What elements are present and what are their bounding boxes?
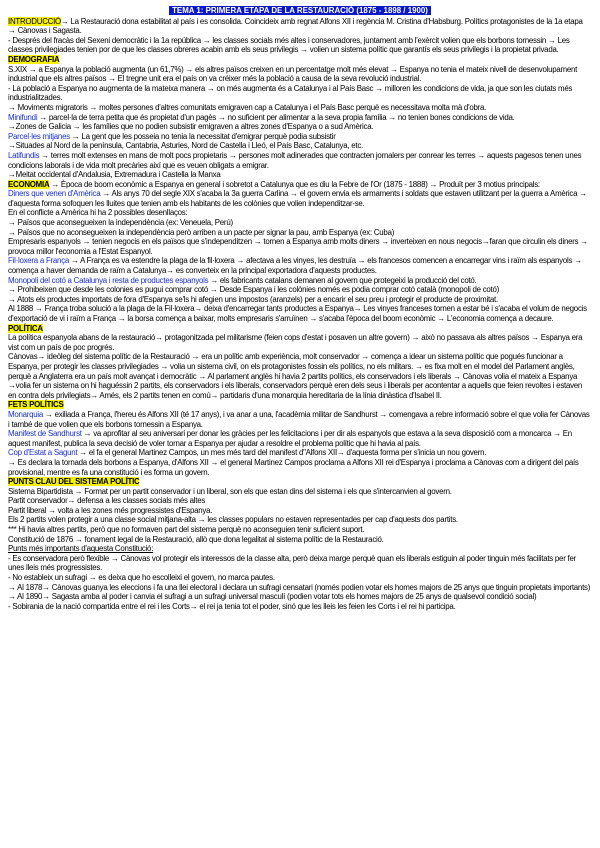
minifundi-paragraph — [8, 113, 592, 123]
manifest-paragraph — [8, 429, 592, 448]
punts-paragraph-9: - No estableix un sufragi → es deixa que ho escolleixi el govern, no marca pautes. — [8, 573, 275, 583]
punts-paragraph-4: Els 2 partits volen protegir a una classe social mitjana-alta → les classes populars no estaven representades per cap d'aquests dos partits. — [8, 515, 458, 525]
cop-paragraph — [8, 448, 592, 458]
filoxera-label: Fil·loxera a França — [8, 256, 70, 266]
eco-paragraph-4: → Països que no aconsegueixen la independència però arriben a un pacte per signar la pau, amb Espanya (ex: Cuba) — [8, 227, 395, 237]
monarquia-paragraph — [8, 410, 592, 429]
economia-heading: ECONOMIA — [8, 179, 50, 189]
cop-paragraph-2: → Es declara la tornada dels borbons a Espanya, d'Alfons XII → el general Martinez Campos proclama a Alfons XII rei d'Espanya i proclama a Cànovas com a dirigent del país provisional, mentre es fa una constitució i es forma un govern. — [8, 457, 579, 477]
filoxera-text: → A França es va estendre la plaga de la fil·loxera → afectava a les vinyes, les destruïa → els francesos comencen a encarregar vins i raïm als espanyols → comença a haver demanda de raïm a Catalunya→ es converteix en la principal exportadora d'aquests productes. — [8, 256, 582, 276]
monarquia-text: → exiliada a França, l'hereu és Alfons XII (té 17 anys), i va anar a una, l'acadèmia militar de Sandhurst → comengava a rebre informació sobre el que volia fer Cànovas i també de que volien que els borbons tornessin a Espanya. — [8, 409, 590, 429]
manifest-text: → va aprofitar al seu aniversari per donar les gràcies per les felicitacions i per dir als espanyols que estava a la seva disposició com a moncarca → En aquest manifest, publica la seva decisió de voler tornar a Espanya per ajudar a resoldre el problema polític que hi havia al país. — [8, 429, 572, 448]
punts-paragraph-1: Sistema Bipartidista → Format per un partit conservador i un liberal, son els que estan dins del sistema i els que s'intercanvien al govern. — [8, 486, 452, 496]
cop-label: Cop d'Estat a Sagunt — [8, 448, 78, 458]
latifundis-paragraph-2: →Meitat occidental d'Andalusia, Extremadura i Castella la Manxa — [8, 170, 221, 180]
minifundi-text: → parcel·la de terra petita que és propietat d'un pagès → no suficient per alimentar a la seva propia família → no tenien bones condicions de vida. — [37, 112, 515, 122]
demografia-heading: DEMOGRAFIA — [8, 54, 60, 64]
parceles-paragraph-2: →Situades al Nord de la península, Cantabria, Asturies, Nord de Castella i Lleó, el País Basc, Catalunya, etc. — [8, 141, 363, 151]
politica-paragraph-2: Cànovas→ ideòleg del sistema polític de la Restauració → era un polític amb experiència, molt conservador → comença a idear un sistema polític que pogués funcionar a Espanya, per protegir les classes privilegiades → volia un sistema civil, on els protagonistes fossin els polítics, no els militars. → es fixa molt en el model del Parlament anglès, perquè a Anglaterra era un país molt avançat i democràtic → Al parlament anglès hi havia 2 partits polítics, els conservadors i els liberals → Cànovas volia el mateix a Espanya →volia fer un sistema on hi haguéssin 2 partits, els conservadors i els liberals, conservadors perquè eren dels seus i liberals per acontentar a aquells que feien revoltes i estaven en contra dels privilegiats→ Amés, els 2 partits tenen en comú→ partidaris d'una monarquia hereditaria de la línia dinàstica d'Isabel II. — [8, 352, 583, 400]
intro-paragraph — [8, 17, 592, 36]
demo-paragraph-1: S.XIX → a Espanya la població augmenta (un 61,7%) → els altres països creixen en un percentatge molt més elevat → Espanya no tenia el mateix nivell de desenvolupament industrial que els altres països → El tregne unit era el país on va créixer més la població a causa de la seva revolució industrial. — [8, 64, 578, 84]
punts-paragraph-11: → Al 1890→ Sagasta amba al poder i canvia el sufragi a un sufragi universal masculí (podien votar tots els homes majors de 25 anys de qualsevol condició social) — [8, 592, 537, 602]
punts-paragraph-5: *** Hi havia altres partits, però que no formaven part del sistema perquè no aconseguien tenir suficient suport. — [8, 525, 365, 535]
punts-paragraph-2: Partit conservador→ defensa a les classes socials més altes — [8, 496, 206, 506]
diners-label: Diners que venen d'Amèrica — [8, 189, 101, 199]
punts-paragraph-10: → Al 1878→ Cànovas guanya les eleccions i fa una llei electoral i declara un sufragi censatari (només podien votar els homes majors de 25 anys que tinguin propietats importants) — [8, 582, 591, 592]
title-row — [8, 6, 592, 16]
monopoli-paragraph — [8, 276, 592, 286]
punts-paragraph-12: - Sobirania de la nació compartida entre el rei i les Corts→ el rei ja tenia tot el poder, sinó que les lleis les feien les Corts i el rei hi participa. — [8, 601, 456, 611]
minifundi-label: Minifundi — [8, 112, 38, 122]
punts-heading: PUNTS CLAU DEL SISTEMA POLÍTIC — [8, 477, 140, 487]
eco-paragraph-5: Empresaris espanyols → tenien negocis en els països que s'independitzen → tornen a Espanya amb molts diners → inverteixen en nous negocis→faran que circulin els diners → provoca millor l'economia a l'Estat Espanyol. — [8, 237, 588, 256]
punts-paragraph-8: - Es conservadora però flexible → Cànovas vol protegir els interessos de la classe alta, però deixa marge perquè quan els liberals estiguin al poder tinguin més facilitats per fer unes lleis més progressistes. — [8, 553, 576, 573]
intro-text: → La Restauració dona estabilitat al país i es consolida. Coincideix amb regnat Alfons XII i regència M. Cristina d'Habsburg. Polítics protagonistes de la 1a etapa → Cànovas i Sagasta. — [8, 16, 583, 36]
filoxera-paragraph — [8, 256, 592, 275]
parceles-text: → La gent que les posseia no tenia la necessitat d'emigrar perquè podia subsistir — [69, 131, 336, 141]
intro-paragraph-2: - Després del fracàs del Sexeni democràtic i la 1a república → les classes socials més altes i conservadores, juntament amb l'exèrcit volien que els borbons tornessin → Les classes privilegiades tenien por de que les classes obreres acabin amb els seus privilegis → volien un sistema polític que garantís els seus privilegis i la propietat privada. — [8, 35, 570, 55]
monopoli-paragraph-4: Al 1888 → França troba solució a la plaga de la Fil·loxera→ deixa d'encarregar tants productes a Espanya→ Les vinyes franceses tornen a estar bé i s'acaba el volum de negocis d'exportació de vi i raïm a França → la borsa comença a baixar, molts empresaris s'arruïnen → s'acaba l'època del boom econòmic → L'economia comença a decaure. — [8, 304, 587, 323]
parceles-label: Parcel·les mitjanes — [8, 131, 70, 141]
latifundis-label: Latifundis — [8, 150, 40, 160]
eco-paragraph-3: → Països que aconsegueixen la independència (ex: Veneuela, Perú) — [8, 218, 233, 228]
monopoli-paragraph-3: → Atots els productes importats de fora d'Espanya se'ls hi afegien uns impostos (aranzels) per a encarir el seu preu i protegir el producte de proximitat. — [8, 294, 498, 304]
parceles-paragraph — [8, 132, 592, 142]
punts-paragraph-3: Partit liberal → volta a les zones més progressistes d'Espanya. — [8, 505, 213, 515]
diners-paragraph — [8, 189, 592, 208]
punts-paragraph-6: Constitució de 1876 → fonament legal de la Restauració, allò que dona legalitat al sistema polític de la Restauració. — [8, 534, 384, 544]
monarquia-label: Monarquia — [8, 409, 44, 419]
fets-heading: FETS POLÍTICS — [8, 400, 64, 410]
cop-text: → el fa el general Martinez Campos, un mes més tard del manifest d"Alfons XII→ d'aquesta forma per s'inicia un nou govern. — [77, 448, 487, 458]
economia-paragraph — [8, 180, 592, 190]
latifundis-text: → terres molt extenses en mans de molt pocs propietaris → persones molt adinerades que contracten jornalers per conrear les terres → aquests pagesos tenen unes condicions laborals i de vida molt precàries així que es veuen obligats a emigrar. — [8, 150, 582, 170]
manifest-label: Manifest de Sandhurst — [8, 429, 82, 439]
economia-text: → Època de boom econòmic a Espanya en general i sobretot a Catalunya que es diu la Febre de l'Or (1875 - 1888) → Produït per 3 motius principals: — [49, 179, 540, 189]
demo-paragraph-3: → Moviments migratoris → moltes persones d'altres comunitats emigraven cap a Catalunya i el País Basc perquè es necessitava molta mà d'obra. — [8, 102, 487, 112]
politica-paragraph-1: La política espanyola abans de la restauració→ protagonitzada pel militarisme (feien cops d'estat i posaven un altre govern) → això no passava als altres països → Espanya era vist com un país de poc progrés. — [8, 333, 583, 352]
document-page — [8, 0, 592, 611]
eco-paragraph-2: En el conflicte a Amèrica hi ha 2 possibles desenllaços: — [8, 208, 188, 218]
monopoli-label: Monopoli del cotó a Catalunya i resta de productes espanyols — [8, 275, 209, 285]
latifundis-paragraph — [8, 151, 592, 170]
punts-paragraph-7: Punts més importants d'aquesta Constitució: — [8, 544, 154, 554]
intro-heading: INTRODUCCIÓ — [8, 16, 61, 26]
monopoli-text: → els fabricants catalans demanen al govern que protegeixi la producció del cotó. — [208, 275, 477, 285]
minifundi-paragraph-2: →Zones de Galicia → les famílies que no podien subsistir emigraven a altres zones d'Espanya o a sud Amèrica. — [8, 122, 374, 132]
politica-heading: POLÍTICA — [8, 323, 43, 333]
monopoli-paragraph-2: → Prohibeixen que desde les colonies es pugui comprar cotó → Desde Espanya i les colònies només es podia comprar cotó català (monopoli de cotó) — [8, 285, 500, 295]
page-title: TEMA 1: PRIMERA ETAPA DE LA RESTAURACIÓ (1875 - 1898 / 1900) — [169, 6, 431, 15]
diners-text: → Als anys 70 del segle XIX s'acaba la 3a guerra Carlina → el govern envia els armaments i soldats que estaven utilitzant per la guerra a Amèrica → d'aquesta forma sofoquen les lluites que tenien amb els habitants de les colònies que volien independitzar-se. — [8, 189, 587, 208]
demo-paragraph-2: - La població a Espanya no augmenta de la mateixa manera → on més augmenta és a Catalunya i al País Basc → milloren les condicions de vida, ja que son les ciutats més industrialitzades. — [8, 83, 573, 103]
